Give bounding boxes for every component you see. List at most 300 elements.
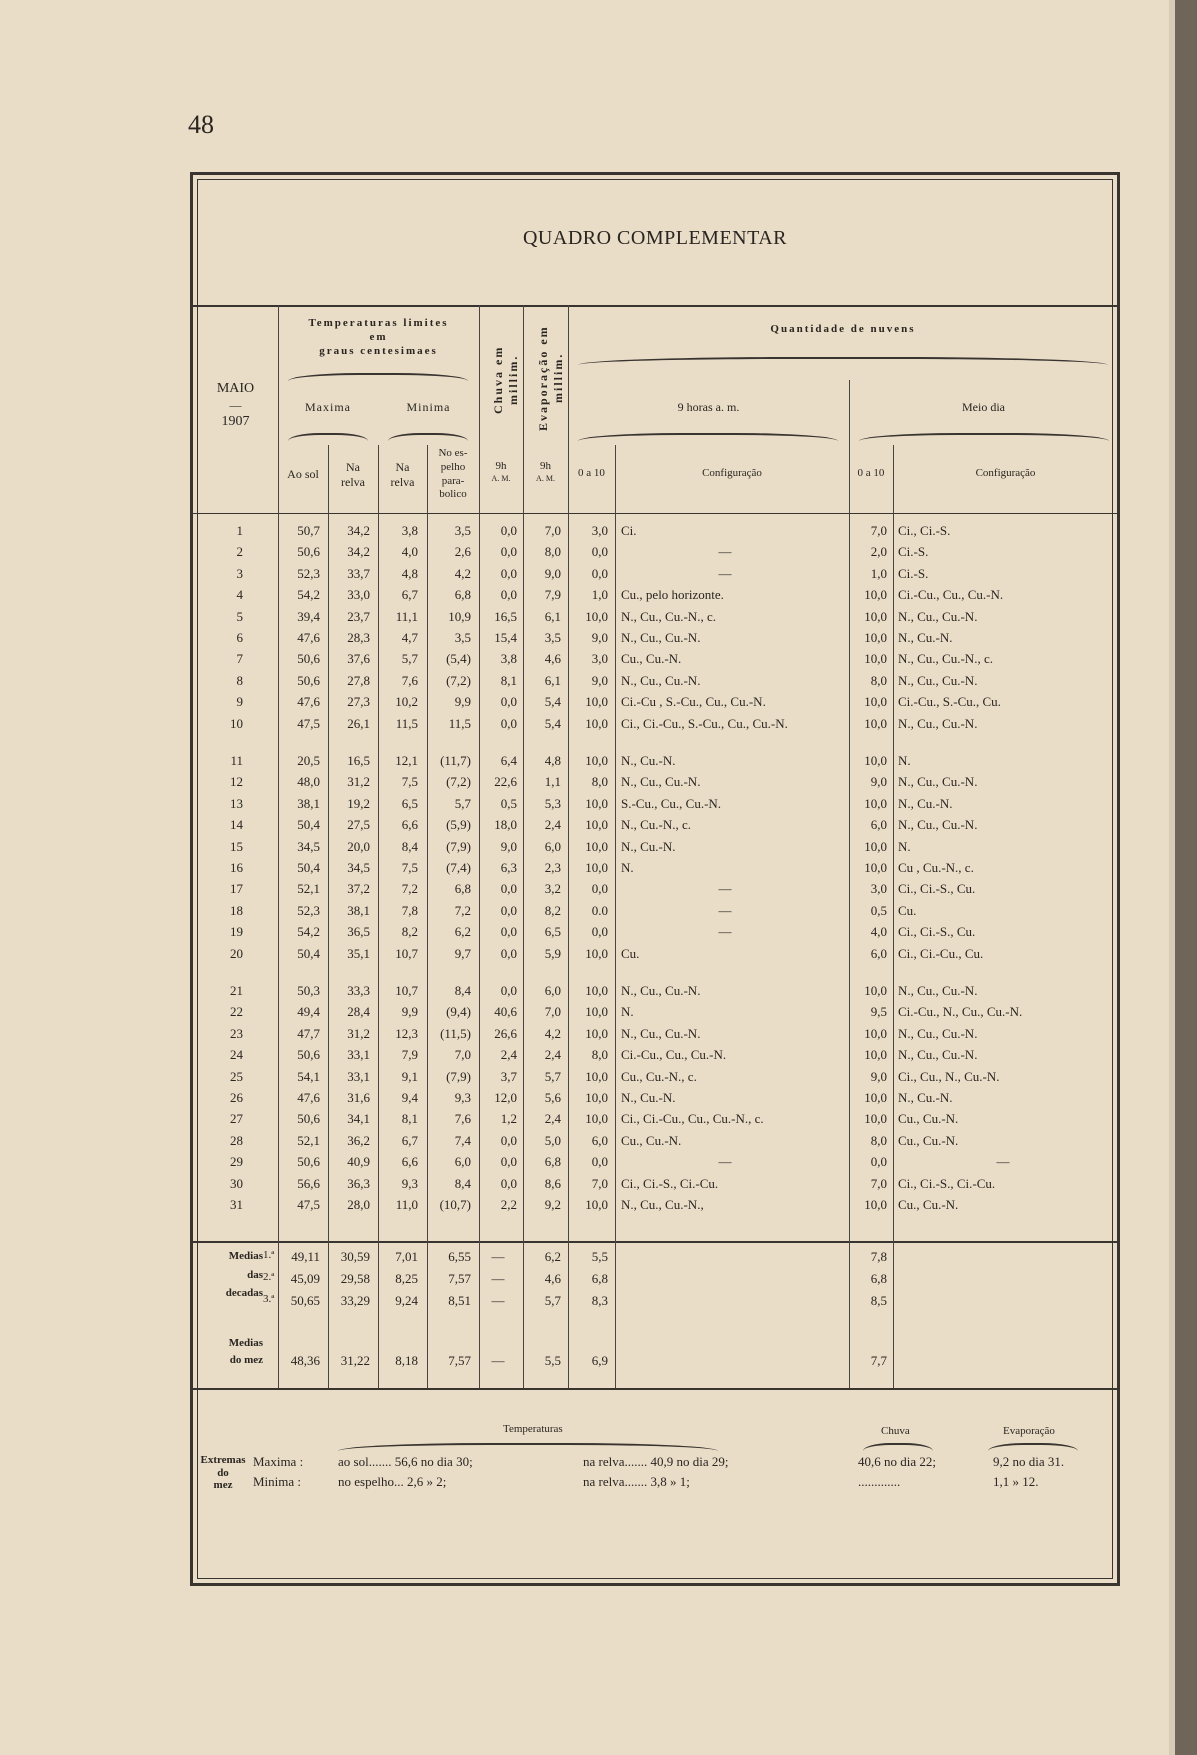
table-cell: N., Cu., Cu.-N. (898, 1047, 978, 1063)
table-cell: (11,5) (440, 1025, 471, 1041)
table-cell: 8,0 (544, 544, 561, 560)
medias-mez-cell: 48,36 (290, 1353, 320, 1368)
row-day: 29 (230, 1154, 243, 1170)
table-cell: 31,2 (347, 1025, 370, 1041)
table-cell: 0,0 (500, 715, 517, 731)
extremas-maxima-label: Maxima : (253, 1454, 304, 1469)
table-cell: 23,7 (347, 608, 370, 624)
table-cell: 7,9 (401, 1047, 418, 1063)
table-cell: 6,2 (454, 924, 471, 940)
table-cell: 4,8 (544, 753, 561, 768)
table-cell: Ci.-Cu , S.-Cu., Cu., Cu.-N. (621, 694, 766, 710)
table-cell: Ci., Ci.-Cu., S.-Cu., Cu., Cu.-N. (621, 715, 788, 731)
table-cell: 3,5 (454, 630, 471, 645)
medias-cell: 30,59 (340, 1249, 370, 1264)
table-cell: 10,0 (864, 715, 887, 731)
minima-header: Minima (406, 400, 451, 414)
table-cell: 0,0 (591, 924, 608, 940)
table-cell: 52,1 (297, 1132, 320, 1148)
table-cell: (9,4) (446, 1004, 471, 1020)
table-cell: 16,5 (347, 753, 370, 768)
table-cell: 9,1 (401, 1068, 418, 1084)
table-cell: 36,5 (347, 924, 370, 940)
table-cell: 31,2 (347, 774, 370, 790)
table-cell: 31,6 (347, 1090, 370, 1105)
medias-cell: 7,8 (870, 1249, 887, 1264)
table-cell: 10,2 (395, 694, 418, 710)
table-cell: 34,5 (347, 860, 370, 875)
table-cell: 56,6 (297, 1175, 320, 1191)
table-cell: 10,0 (864, 838, 887, 854)
table-cell: 8,0 (870, 1132, 887, 1148)
table-cell: Cu. (621, 945, 640, 961)
table-cell: 54,2 (297, 587, 320, 603)
table-cell: 9,9 (454, 694, 471, 710)
table-cell: N., Cu., Cu.-N. (898, 817, 978, 833)
medias-cell: 6,8 (870, 1271, 887, 1286)
zero-a-dez-2-header: 0 a 10 (857, 467, 885, 479)
table-cell: 0,0 (591, 1154, 608, 1170)
table-cell: 7,5 (401, 860, 418, 875)
row-day: 26 (230, 1090, 243, 1105)
table-cell: 34,2 (347, 544, 370, 560)
medias-mez-cell: 8,18 (395, 1353, 418, 1368)
table-cell: 2,6 (454, 544, 471, 560)
extremas-min-evap: 1,1 » 12. (993, 1474, 1039, 1489)
table-cell: 0,0 (500, 544, 517, 560)
table-cell: 7,6 (454, 1111, 471, 1127)
table-cell: N. (621, 860, 634, 875)
table-cell: Ci.-Cu., S.-Cu., Cu. (898, 694, 1001, 710)
table-cell: 27,3 (347, 694, 370, 710)
table-cell: 0,0 (500, 523, 517, 538)
medias-cell: 29,58 (340, 1271, 370, 1286)
table-cell: 10,0 (585, 945, 608, 961)
table-cell: 8,4 (454, 983, 471, 998)
table-cell: — (996, 1154, 1010, 1170)
table-cell: Cu., pelo horizonte. (621, 587, 724, 603)
table-cell: 0,0 (500, 1175, 517, 1191)
table-cell: Ci., Cu., N., Cu.-N. (898, 1068, 1000, 1084)
table-cell: 5,7 (454, 795, 471, 811)
table-cell: (10,7) (439, 1197, 471, 1212)
table-cell: 8,0 (591, 1047, 608, 1063)
table-cell: Cu., Cu.-N. (898, 1132, 959, 1148)
table-cell: 6,1 (544, 608, 561, 624)
table-cell: N., Cu., Cu.-N. (621, 630, 701, 645)
table-cell: N., Cu., Cu.-N. (898, 774, 978, 790)
row-day: 9 (236, 694, 243, 710)
table-cell: 47,6 (297, 630, 320, 645)
row-day: 24 (230, 1047, 243, 1063)
page-edge (1175, 0, 1197, 1755)
extremas-chuva-brace (863, 1443, 933, 1451)
table-cell: — (718, 924, 732, 940)
table-cell: 50,4 (297, 860, 320, 875)
ao-sol-header: Ao sol (287, 467, 319, 481)
col-sep-10 (893, 445, 894, 1388)
evap-time-header: 9h A. M. (536, 460, 555, 483)
table-cell: 0,5 (870, 902, 887, 918)
table-cell: 26,6 (494, 1025, 517, 1041)
table-cell: N., Cu., Cu.-N., c. (898, 651, 993, 667)
table-cell: Ci. (621, 523, 637, 538)
table-cell: 3,8 (401, 523, 418, 538)
table-cell: N., Cu., Cu.-N., (621, 1197, 704, 1212)
table-cell: 10,0 (585, 838, 608, 854)
table-cell: 34,5 (297, 838, 320, 854)
extremas-chuva-header: Chuva (881, 1425, 910, 1437)
medias-cell: 7,57 (448, 1271, 471, 1286)
header-bottom-rule (193, 513, 1117, 514)
medias-cell: — (491, 1249, 505, 1264)
maxima-header: Maxima (305, 400, 351, 414)
table-cell: 10,0 (585, 715, 608, 731)
table-cell: 22,6 (494, 774, 517, 790)
table-cell: 0,0 (591, 544, 608, 560)
table-cell: 9,3 (454, 1090, 471, 1105)
table-cell: Ci., Ci.-Cu., Cu. (898, 945, 984, 961)
table-cell: 6,3 (500, 860, 517, 875)
table-cell: 33,1 (347, 1068, 370, 1084)
table-cell: 10,0 (864, 651, 887, 667)
row-day: 17 (230, 881, 243, 897)
table-cell: 27,5 (347, 817, 370, 833)
table-cell: 11,5 (395, 715, 418, 731)
nove-horas-header: 9 horas a. m. (677, 400, 740, 414)
table-cell: 5,0 (544, 1132, 561, 1148)
row-day: 13 (230, 795, 243, 811)
table-cell: 50,4 (297, 817, 320, 833)
table-cell: Ci., Ci.-S., Ci.-Cu. (898, 1175, 996, 1191)
table-cell: N., Cu., Cu.-N. (898, 672, 978, 688)
table-cell: Ci., Ci.-S., Ci.-Cu. (621, 1175, 719, 1191)
medias-cell: — (491, 1293, 505, 1308)
table-cell: Cu., Cu.-N. (621, 1132, 682, 1148)
table-cell: — (718, 565, 732, 581)
table-cell: 11,1 (395, 608, 418, 624)
table-cell: Ci., Ci.-Cu., Cu., Cu.-N., c. (621, 1111, 764, 1127)
col-sep-8 (615, 445, 616, 1388)
row-day: 27 (230, 1111, 243, 1127)
table-cell: 52,3 (297, 902, 320, 918)
table-cell: 9,9 (401, 1004, 418, 1020)
table-cell: 0.0 (591, 902, 608, 918)
table-cell: 6,6 (401, 817, 418, 833)
table-cell: 47,5 (297, 1197, 320, 1212)
table-cell: Ci.-S. (898, 544, 929, 560)
table-cell: 11,0 (395, 1197, 418, 1212)
table-cell: 10,0 (864, 1111, 887, 1127)
row-day: 22 (230, 1004, 243, 1020)
table-cell: Ci., Ci.-S. (898, 523, 951, 538)
table-cell: 1,0 (870, 565, 887, 581)
table-cell: N., Cu.-N., c. (621, 817, 692, 833)
medias-cell: 50,65 (290, 1293, 320, 1308)
table-cell: 2,4 (544, 817, 561, 833)
table-cell: 2,0 (870, 544, 887, 560)
table-cell: 52,3 (297, 565, 320, 581)
extremas-max-evap: 9,2 no dia 31. (993, 1454, 1065, 1469)
table-cell: 9,4 (401, 1090, 418, 1105)
table-cell: 0,0 (500, 694, 517, 710)
table-cell: 5,9 (544, 945, 561, 961)
table-cell: 10,0 (585, 1068, 608, 1084)
table-cell: N., Cu., Cu.-N. (898, 608, 978, 624)
table-cell: 9,7 (454, 945, 471, 961)
table-cell: 3,5 (454, 523, 471, 538)
table-cell: 50,6 (297, 651, 320, 667)
no-espelho-header: No es- pelho para- bolico (438, 447, 468, 501)
table-cell: 8,4 (454, 1175, 471, 1191)
extremas-evap-brace (988, 1443, 1078, 1451)
table-cell: 10,0 (585, 608, 608, 624)
table-cell: 2,4 (500, 1047, 517, 1063)
row-day: 10 (230, 715, 243, 731)
table-cell: 10,0 (864, 1025, 887, 1041)
table-cell: 5,3 (544, 795, 561, 811)
table-cell: 10,0 (585, 1111, 608, 1127)
table-cell: N., Cu., Cu.-N. (621, 774, 701, 790)
table-cell: 2,2 (500, 1197, 517, 1212)
table-cell: 0,0 (500, 983, 517, 998)
table-cell: 7,0 (544, 523, 561, 538)
table-cell: 5,4 (544, 715, 561, 731)
row-day: 5 (236, 608, 243, 624)
table-cell: 19,2 (347, 795, 370, 811)
table-cell: 9,0 (500, 838, 517, 854)
row-day: 21 (230, 983, 243, 998)
medias-mez-cell: 5,5 (544, 1353, 561, 1368)
table-cell: 34,1 (347, 1111, 370, 1127)
medias-cell: 8,51 (448, 1293, 471, 1308)
table-cell: 9,3 (401, 1175, 418, 1191)
table-cell: 0,0 (591, 881, 608, 897)
row-day: 16 (230, 860, 243, 875)
nuvens-header: Quantidade de nuvens (770, 323, 916, 335)
row-day: 2 (236, 544, 243, 560)
table-cell: 50,6 (297, 544, 320, 560)
extremas-evap-header: Evaporação (1003, 1425, 1055, 1437)
table-cell: N., Cu., Cu.-N. (898, 715, 978, 731)
table-cell: 6,6 (401, 1154, 418, 1170)
table-cell: 8,1 (500, 672, 517, 688)
medias-mez-cell: 6,9 (591, 1353, 608, 1368)
table-cell: 0,0 (591, 565, 608, 581)
row-day: 6 (236, 630, 243, 645)
table-cell: 7,8 (401, 902, 418, 918)
medias-cell: 8,25 (395, 1271, 418, 1286)
table-cell: 12,3 (395, 1025, 418, 1041)
table-cell: (7,2) (446, 774, 471, 790)
table-cell: 10,0 (585, 1025, 608, 1041)
table-cell: Cu., Cu.-N. (898, 1111, 959, 1127)
table-cell: 9,0 (870, 1068, 887, 1084)
table-cell: — (718, 881, 732, 897)
table-cell: 40,6 (494, 1004, 517, 1020)
table-cell: 37,2 (347, 881, 370, 897)
table-cell: Ci.-Cu., Cu., Cu.-N. (898, 587, 1004, 603)
table-cell: 12,1 (395, 753, 418, 768)
table-cell: 2,3 (544, 860, 561, 875)
table-cell: 0,0 (500, 1154, 517, 1170)
table-cell: Ci.-Cu., N., Cu., Cu.-N. (898, 1004, 1023, 1020)
table-cell: 26,1 (347, 715, 370, 731)
table-cell: 7,0 (870, 523, 887, 538)
table-cell: 50,3 (297, 983, 320, 998)
table-cell: — (718, 544, 732, 560)
table-cell: 33,1 (347, 1047, 370, 1063)
table-cell: S.-Cu., Cu., Cu.-N. (621, 795, 722, 811)
table-cell: 6,0 (544, 838, 561, 854)
table-cell: 11,5 (448, 715, 471, 731)
extremas-temp-brace (338, 1443, 718, 1451)
medias-mez-cell: 7,7 (870, 1353, 887, 1368)
table-cell: 10,7 (395, 945, 418, 961)
table-cell: 6,0 (870, 817, 887, 833)
table-cell: 6,7 (401, 1132, 418, 1148)
table-cell: 50,6 (297, 672, 320, 688)
decade-label: 1.ª (263, 1249, 275, 1261)
table-frame (190, 172, 1120, 1586)
table-cell: N., Cu., Cu.-N. (621, 983, 701, 998)
row-day: 28 (230, 1132, 243, 1148)
meio-dia-brace (859, 433, 1109, 441)
table-cell: 33,7 (347, 565, 370, 581)
table-cell: Ci.-Cu., Cu., Cu.-N. (621, 1047, 727, 1063)
table-cell: 28,0 (347, 1197, 370, 1212)
table-cell: 10,0 (864, 795, 887, 811)
table-cell: 4,8 (401, 565, 418, 581)
table-cell: 48,0 (297, 774, 320, 790)
table-cell: 47,5 (297, 715, 320, 731)
medias-cell: 8,3 (591, 1293, 608, 1308)
table-cell: 9,0 (591, 630, 608, 645)
row-day: 14 (230, 817, 243, 833)
table-cell: 20,5 (297, 753, 320, 768)
table-cell: 54,2 (297, 924, 320, 940)
table-cell: 5,6 (544, 1090, 561, 1105)
table-cell: 10,0 (864, 1197, 887, 1212)
table-cell: 7,4 (454, 1132, 471, 1148)
extremas-max-relva: na relva....... 40,9 no dia 29; (583, 1454, 729, 1469)
extremas-min-espelho: no espelho... 2,6 » 2; (338, 1474, 447, 1489)
medias-decadas-label: Medias das decadas (225, 1250, 263, 1300)
nuvens-brace (578, 357, 1108, 365)
table-cell: 50,7 (297, 523, 320, 538)
table-cell: 47,6 (297, 694, 320, 710)
table-cell: 10,7 (395, 983, 418, 998)
table-cell: 6,5 (544, 924, 561, 940)
table-cell: N., Cu.-N. (898, 795, 953, 811)
table-cell: 36,2 (347, 1132, 370, 1148)
extremas-min-chuva: ............. (858, 1474, 901, 1489)
table-cell: 38,1 (347, 902, 370, 918)
medias-cell: 8,5 (870, 1293, 887, 1308)
table-cell: 8,0 (591, 774, 608, 790)
table-cell: 10,9 (448, 608, 471, 624)
table-cell: 4,0 (401, 544, 418, 560)
table-cell: 0,0 (500, 924, 517, 940)
table-cell: N., Cu., Cu.-N. (621, 672, 701, 688)
row-day: 1 (236, 523, 243, 538)
table-cell: Cu., Cu.-N. (898, 1197, 959, 1212)
table-cell: 0,0 (870, 1154, 887, 1170)
table-cell: 49,4 (297, 1004, 320, 1020)
table-cell: 2,4 (544, 1047, 561, 1063)
table-title: QUADRO COMPLEMENTAR (522, 227, 788, 249)
minima-brace (388, 433, 468, 441)
maxima-brace (288, 433, 368, 441)
table-cell: N., Cu.-N. (898, 1090, 953, 1105)
table-cell: 6,5 (401, 795, 418, 811)
table-cell: 8,1 (401, 1111, 418, 1127)
chuva-header: Chuva em millim. (491, 345, 520, 415)
row-day: 30 (230, 1175, 243, 1191)
row-day: 23 (230, 1025, 243, 1041)
table-cell: 9,5 (870, 1004, 887, 1020)
table-cell: 10,0 (864, 587, 887, 603)
table-cell: Cu., Cu.-N. (621, 651, 682, 667)
table-cell: 3,0 (870, 881, 887, 897)
table-cell: 6,4 (500, 753, 517, 768)
table-cell: 0,0 (500, 587, 517, 603)
table-cell: (7,2) (446, 672, 471, 688)
table-cell: N., Cu., Cu.-N. (621, 1025, 701, 1041)
table-cell: 3,7 (500, 1068, 517, 1084)
table-cell: Ci.-S. (898, 565, 929, 581)
table-cell: 7,0 (454, 1047, 471, 1063)
header-top-rule (193, 305, 1117, 307)
extremas-min-relva: na relva....... 3,8 » 1; (583, 1474, 690, 1489)
table-cell: 6,1 (544, 672, 561, 688)
table-cell: 6,0 (591, 1132, 608, 1148)
table-cell: 0,0 (500, 945, 517, 961)
table-cell: 6,0 (454, 1154, 471, 1170)
table-cell: 3,0 (591, 523, 608, 538)
zero-a-dez-1-header: 0 a 10 (578, 467, 605, 479)
table-cell: 10,0 (864, 694, 887, 710)
table-cell: 50,6 (297, 1047, 320, 1063)
table-cell: 3,2 (544, 881, 561, 897)
table-cell: 10,0 (864, 1090, 887, 1105)
row-day: 18 (230, 902, 243, 918)
table-cell: 7,9 (544, 587, 561, 603)
medias-cell: 9,24 (395, 1293, 418, 1308)
table-cell: (11,7) (440, 753, 471, 768)
table-cell: 10,0 (585, 1004, 608, 1020)
table-cell: 10,0 (585, 795, 608, 811)
table-cell: 7,0 (544, 1004, 561, 1020)
table-cell: 12,0 (494, 1090, 517, 1105)
medias-cell: 6,2 (544, 1249, 561, 1264)
nove-horas-brace (578, 433, 838, 441)
table-cell: 4,7 (401, 630, 418, 645)
table-cell: N. (898, 753, 911, 768)
table-cell: 33,3 (347, 983, 370, 998)
medias-cell: 7,01 (395, 1249, 418, 1264)
table-cell: N., Cu.-N. (898, 630, 953, 645)
temp-brace (288, 373, 468, 381)
table-cell: — (718, 902, 732, 918)
table-cell: Cu , Cu.-N., c. (898, 860, 974, 875)
medias-cell: 45,09 (290, 1271, 320, 1286)
table-cell: 7,6 (401, 672, 418, 688)
medias-mez-cell: — (491, 1353, 505, 1368)
evaporacao-header: Evaporação em millim. (536, 325, 565, 431)
table-cell: N., Cu., Cu.-N. (898, 983, 978, 998)
table-cell: 5,4 (544, 694, 561, 710)
